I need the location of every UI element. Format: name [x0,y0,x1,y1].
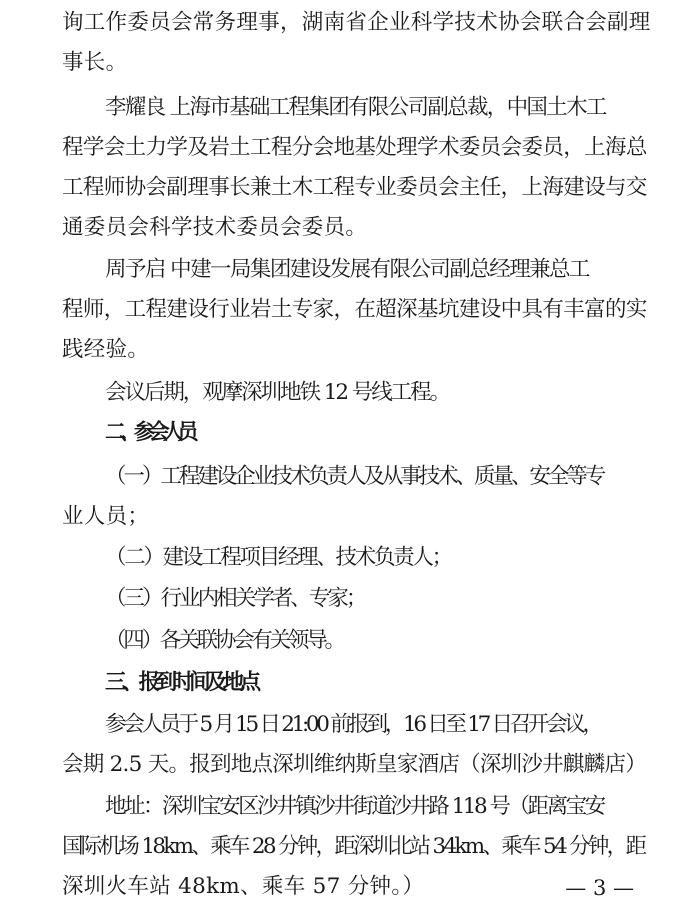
text-line: 工程师协会副理事长兼土木工程专业委员会主任，上海建设与交 [62,175,647,200]
text-line: 深圳火车站 48km、乘车 57 分钟。） [62,874,425,899]
text-line: （三）行业内相关学者、专家； [105,586,365,611]
text-line: 程师，工程建设行业岩土专家，在超深基坑建设中具有丰富的实 [62,297,647,322]
text-line: 周予启 中建一局集团建设发展有限公司副总经理兼总工 [105,257,589,282]
text-line: 李耀良 上海市基础工程集团有限公司副总裁，中国土木工 [105,95,606,120]
text-line: 地址：深圳宝安区沙井镇沙井街道沙井路 118 号（距离宝安 [105,794,604,819]
text-line: 会议后期，观摩深圳地铁 12 号线工程。 [105,380,450,405]
text-line: （二）建设工程项目经理、技术负责人； [105,545,451,570]
text-line: 会期 2.5 天。报到地点深圳维纳斯皇家酒店（深圳沙井麒麟店） [62,752,646,777]
text-line: （一）工程建设企业技术负责人及从事技术、质量、安全等专 [105,464,604,489]
text-line: 通委员会科学技术委员会委员。 [62,215,368,240]
text-line: 询工作委员会常务理事，湖南省企业科学技术协会联合会副理 [62,10,651,35]
text-line: 践经验。 [62,337,150,362]
text-line: （四）各关联协会有关领导。 [105,628,343,653]
page-number: — 3 — [565,876,634,900]
text-line: 程学会土力学及岩土工程分会地基处理学术委员会委员，上海总 [62,135,647,160]
section-heading: 三、报到时间及地点 [105,670,257,695]
text-line: 国际机场 18km、乘车 28 分钟，距深圳北站 34km、乘车 54 分钟，距 [62,834,645,859]
text-line: 参会人员于 5 月 15 日 21:00 前报到，16 日至 17 日召开会议， [105,712,601,737]
section-heading: 二、参会人员 [105,420,192,445]
text-line: 事长。 [62,50,128,75]
text-line: 业人员； [62,504,150,529]
